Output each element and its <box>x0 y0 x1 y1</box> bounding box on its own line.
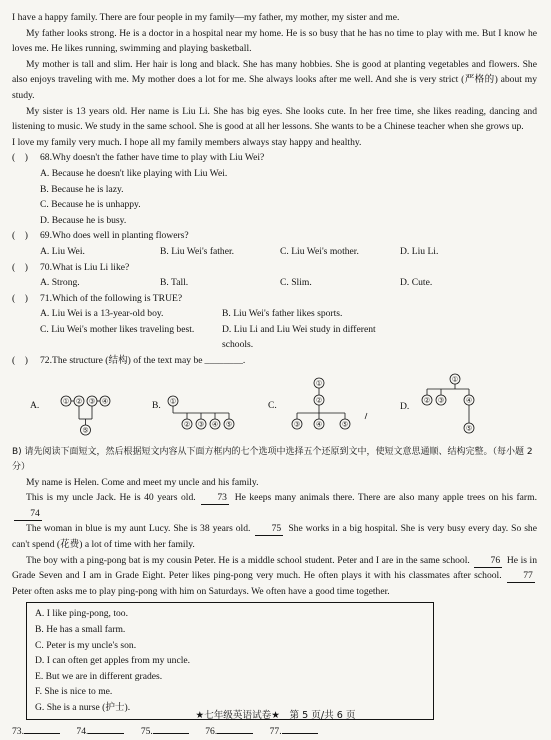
circle-label: ① <box>63 397 70 406</box>
circle-label: ① <box>315 379 322 388</box>
section-b-instructions: B) 请先阅读下面短文，然后根据短文内容从下面方框内的七个选项中选择五个还原到文中，使短文意思通顺、结构完整。（每小题 2 分） <box>12 446 533 472</box>
answer-label: 73. <box>12 725 24 737</box>
passage-paragraph: I love my family very much. I hope all my family members always stay happy and healthy. <box>12 136 362 148</box>
choice-item: A. I like ping-pong, too. <box>35 608 128 620</box>
answer-blank[interactable] <box>153 733 189 734</box>
answer-line <box>12 724 537 740</box>
question-number: 68. <box>40 152 52 164</box>
option: C. Liu Wei's mother. <box>280 245 359 257</box>
passage-text: The boy with a ping-pong bat is my cousin Peter. He is a middle school student. Peter and I are in the same school. <box>26 554 470 566</box>
structure-option-d <box>396 371 510 443</box>
circle-label: ⑤ <box>225 420 232 429</box>
structure-diagrams <box>12 371 537 445</box>
passage-paragraph: I have a happy family. There are four people in my family—my father, my mother, my sister and me. <box>12 12 400 23</box>
answer-label: 75. <box>140 725 153 737</box>
answer-blank[interactable] <box>217 733 253 734</box>
answer-label: 76. <box>205 725 218 737</box>
question-text: Which of the following is TRUE? <box>52 292 183 304</box>
option: B. Because he is lazy. <box>40 183 124 195</box>
circle-label: ④ <box>102 397 109 406</box>
passage-paragraph: My name is Helen. Come and meet my uncle and his family. <box>26 476 259 488</box>
answer-blank[interactable]: ________. <box>204 355 246 367</box>
option: A. Liu Wei is a 13-year-old boy. <box>40 308 164 320</box>
choices-box <box>26 602 434 719</box>
blank-77[interactable]: 77 <box>507 570 535 583</box>
answer-blank[interactable] <box>88 733 124 734</box>
choice-item: G. She is a nurse (护士). <box>35 701 131 713</box>
answer-blank[interactable] <box>24 733 60 734</box>
answer-bracket[interactable]: ( ) <box>12 152 28 164</box>
question-number: 69. <box>40 230 52 242</box>
blank-75[interactable]: 75 <box>255 523 283 536</box>
structure-option-b <box>152 371 256 441</box>
blank-76[interactable]: 76 <box>474 555 502 568</box>
circle-label: ② <box>183 420 190 429</box>
option-label: C. <box>268 400 277 412</box>
option: A. Because he doesn't like playing with Liu Wei. <box>40 167 228 179</box>
answer-bracket[interactable]: ( ) <box>12 355 28 367</box>
question-72 <box>12 353 537 369</box>
question-71 <box>12 291 537 307</box>
question-68 <box>12 150 537 166</box>
structure-option-c <box>256 371 396 441</box>
answer-blank[interactable] <box>282 733 318 734</box>
passage-text: She works in a big hospital. She is very busy every day. So she can't spend (花费) a lot of time with her family. <box>12 523 537 551</box>
passage-paragraph <box>12 521 537 552</box>
passage-text: He keeps many animals there. There are also many apple trees on his farm. <box>234 492 537 504</box>
question-69 <box>12 228 537 244</box>
option-label: D. <box>400 401 410 413</box>
circle-label: ④ <box>315 420 322 429</box>
choice-item: B. He has a small farm. <box>35 624 126 635</box>
option: B. Liu Wei's father likes sports. <box>222 308 343 320</box>
blank-74[interactable]: 74 <box>14 508 42 521</box>
answer-label: 74. <box>76 725 89 737</box>
question-69-options <box>12 244 537 260</box>
circle-label: ③ <box>89 397 96 406</box>
option: D. Liu Li. <box>400 245 439 257</box>
circle-label: ③ <box>293 420 300 429</box>
circle-label: ① <box>452 375 459 384</box>
option: C. Liu Wei's mother likes traveling best. <box>40 323 195 335</box>
question-70-options <box>12 275 537 291</box>
question-71-options-row-1 <box>12 306 537 322</box>
circle-label: ⑤ <box>82 426 89 435</box>
question-71-options-row-2 <box>12 322 537 353</box>
circle-label: ② <box>424 396 431 405</box>
passage-paragraph <box>12 553 537 600</box>
structure-diagram-a <box>41 371 131 441</box>
circle-label: ③ <box>197 420 204 429</box>
page-footer: ★七年级英语试卷★ 第 5 页/共 6 页 <box>195 710 356 721</box>
question-text: What is Liu Li like? <box>52 261 130 273</box>
question-number: 71. <box>40 292 52 304</box>
option: B. Liu Wei's father. <box>160 245 235 257</box>
circle-label: ⑤ <box>466 424 473 433</box>
passage-paragraph <box>12 490 537 521</box>
passage-text: The woman in blue is my aunt Lucy. She is 38 years old. <box>26 523 251 535</box>
answer-bracket[interactable]: ( ) <box>12 261 28 273</box>
structure-diagram-c <box>279 371 375 441</box>
circle-label: ④ <box>211 420 218 429</box>
circle-label: ④ <box>466 396 473 405</box>
question-68-options <box>12 166 537 228</box>
choice-item: C. Peter is my uncle's son. <box>35 639 137 651</box>
question-70 <box>12 260 537 276</box>
structure-diagram-b <box>163 371 247 441</box>
question-number: 70. <box>40 261 52 273</box>
circle-label: ③ <box>438 396 445 405</box>
option: A. Strong. <box>40 277 80 289</box>
question-text: Why doesn't the father have time to play with Liu Wei? <box>52 152 265 164</box>
passage-paragraph: My sister is 13 years old. Her name is Liu Li. She has big eyes. She looks cute. In her free time, she likes reading, dancing and listening to music. We study in the same school. She is good at all her lessons. She wants to be a Chinese teacher when she grows up. <box>12 105 537 133</box>
option: C. Because he is unhappy. <box>40 199 141 211</box>
option-label: B. <box>152 400 161 412</box>
passage-2 <box>12 475 537 600</box>
passage-text: This is my uncle Jack. He is 40 years old. <box>26 492 196 504</box>
structure-diagram-d <box>411 371 501 443</box>
question-text: The structure (结构) of the text may be <box>52 355 203 367</box>
option: D. Cute. <box>400 277 433 289</box>
option-label: A. <box>30 400 40 412</box>
circle-label: ② <box>76 397 83 406</box>
circle-label: ② <box>315 396 322 405</box>
blank-73[interactable]: 73 <box>201 492 229 505</box>
choice-item: D. I can often get apples from my uncle. <box>35 655 191 667</box>
question-number: 72. <box>40 355 52 367</box>
passage-text: He is in Grade Seven and I am in Grade Eight. Peter likes ping-pong very much. He often plays it with his classmates after school. <box>12 554 537 582</box>
pencil-tick-mark <box>365 413 367 419</box>
question-text: Who does well in planting flowers? <box>52 230 189 242</box>
passage-paragraph: My mother is tall and slim. Her hair is long and black. She has many hobbies. She is good at planting vegetables and flowers. She also enjoys traveling with me. My mother does a lot for me. She always looks after me well. And she is very strict (严格的) about my study. <box>12 58 537 101</box>
option: A. Liu Wei. <box>40 245 85 257</box>
passage-1 <box>12 10 537 150</box>
choice-item: F. She is nice to me. <box>35 686 113 698</box>
option: B. Tall. <box>160 277 189 289</box>
structure-option-a <box>12 371 152 441</box>
passage-text: Peter often asks me to play ping-pong with him on Saturdays. We often have a good time together. <box>12 585 390 597</box>
choice-item: E. But we are in different grades. <box>35 670 163 682</box>
circle-label: ⑤ <box>341 420 348 429</box>
answer-bracket[interactable]: ( ) <box>12 292 28 304</box>
passage-paragraph: My father looks strong. He is a doctor in a hospital near my home. He is so busy that he has no time to play with me. But I know he loves me. He likes running, swimming and playing basketball. <box>12 27 537 55</box>
option: C. Slim. <box>280 277 312 289</box>
answer-label: 77. <box>269 725 282 737</box>
option: D. Because he is busy. <box>40 214 127 226</box>
answer-bracket[interactable]: ( ) <box>12 230 28 242</box>
circle-label: ① <box>169 397 176 406</box>
option: D. Liu Li and Liu Wei study in different schools. <box>222 323 376 351</box>
